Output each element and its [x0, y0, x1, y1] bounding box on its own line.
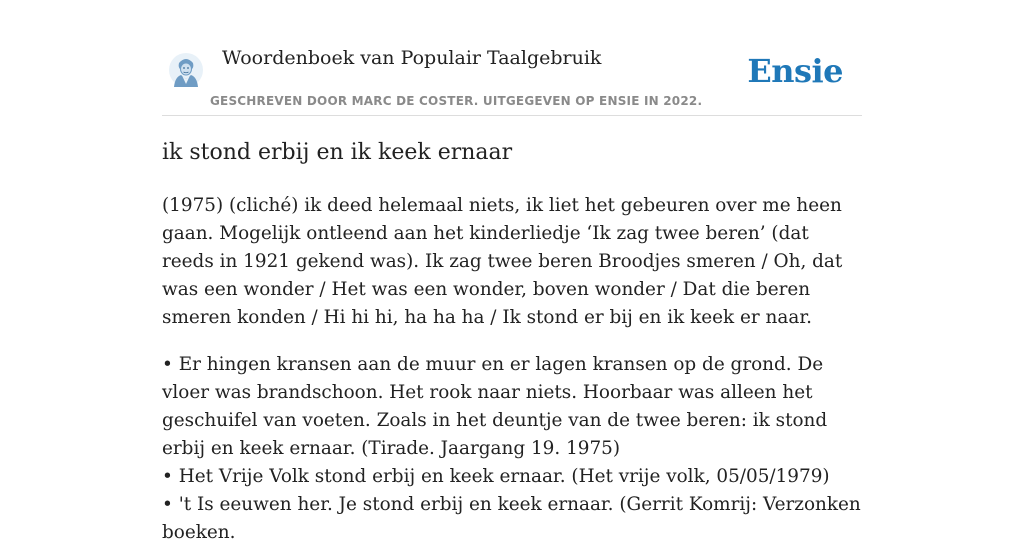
- ensie-logo-link[interactable]: Ensie: [747, 52, 843, 90]
- entry-title: ik stond erbij en ik keek ernaar: [162, 140, 513, 165]
- quote-item: • Het Vrije Volk stond erbij en keek ernaar. (Het vrije volk, 05/05/1979): [162, 466, 830, 487]
- entry-definition: (1975) (cliché) ik deed helemaal niets, ik liet het gebeuren over me heen gaan. Mogelijk ontleend aan het kinderliedje ‘Ik zag twee beren’ (dat reeds in 1921 gekend was). Ik zag twee beren Broodjes smeren / Oh, dat was een wonder / Het was een wonder, boven wonder / Dat die beren smeren konden / Hi hi hi, ha ha ha / Ik stond er bij en ik keek er naar.: [162, 195, 843, 328]
- quote-item: • 't Is eeuwen her. Je stond erbij en keek ernaar. (Gerrit Komrij: Verzonken boeken.: [162, 494, 861, 543]
- dictionary-title-link[interactable]: Woordenboek van Populair Taalgebruik: [222, 47, 602, 69]
- author-portrait-icon: [168, 51, 204, 89]
- entry-content: [162, 192, 862, 547]
- quote-item: • Er hingen kransen aan de muur en er lagen kransen op de grond. De vloer was brandschoon. Het rook naar niets. Hoorbaar was alleen het geschuifel van voeten. Zoals in het deuntje van de twee beren: ik stond erbij en keek ernaar. (Tirade. Jaargang 19. 1975): [162, 354, 828, 459]
- site-header: [162, 40, 862, 116]
- author-byline: GESCHREVEN DOOR MARC DE COSTER. UITGEGEVEN OP ENSIE IN 2022.: [210, 94, 703, 108]
- quote-list: [162, 351, 862, 547]
